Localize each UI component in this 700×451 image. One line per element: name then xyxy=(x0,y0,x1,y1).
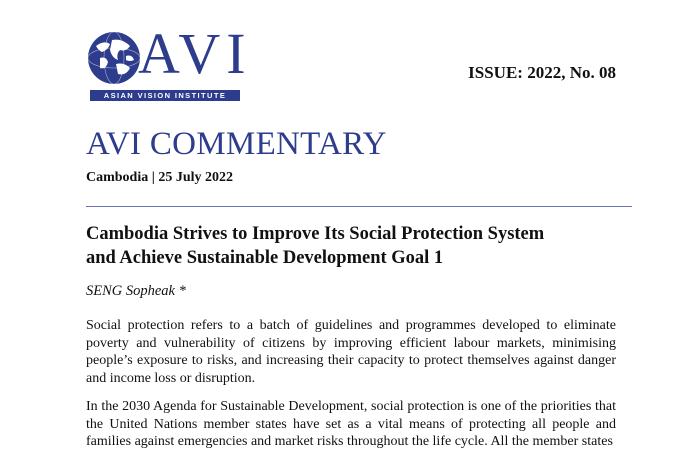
avi-logo xyxy=(86,21,252,100)
article-title xyxy=(86,222,646,270)
globe-icon xyxy=(86,30,142,86)
author: SENG Sopheak * xyxy=(86,283,186,299)
issue-number: ISSUE: 2022, No. 08 xyxy=(468,63,616,82)
logo-wordmark: AVI xyxy=(138,21,252,86)
article-title-line: Cambodia Strives to Improve Its Social Protection System xyxy=(86,224,545,244)
paragraph: In the 2030 Agenda for Sustainable Development, social protection is one of the priorities that the United Nations member states have set as a vital means of protecting all people and families against emergencies and market risks throughout the life cycle. All the member states xyxy=(86,399,616,449)
commentary-title: AVI COMMENTARY xyxy=(86,126,387,162)
paragraph: Social protection refers to a batch of guidelines and programmes developed to eliminate poverty and vulnerability of citizens by improving efficient labour markets, minimising people’s exposure to risks, and increasing their capacity to protect themselves against danger and income loss or disruption. xyxy=(86,318,616,386)
logo-subtitle: ASIAN VISION INSTITUTE xyxy=(90,90,240,101)
article-title-line: and Achieve Sustainable Development Goal 1 xyxy=(86,248,444,268)
divider xyxy=(86,206,632,207)
country-date: Cambodia | 25 July 2022 xyxy=(86,170,233,185)
